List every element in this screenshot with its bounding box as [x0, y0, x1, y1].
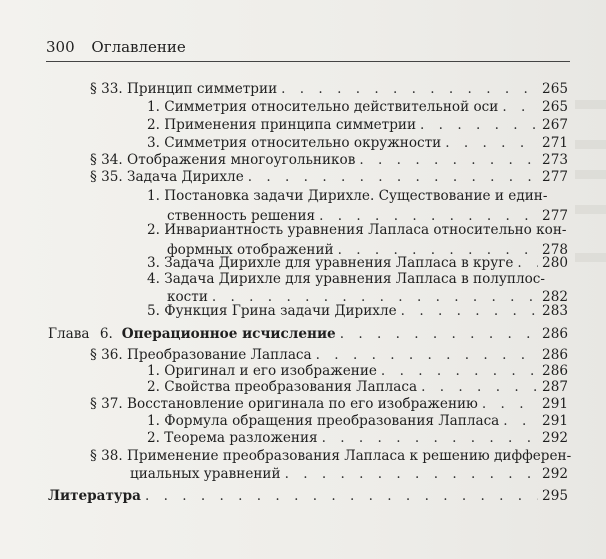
- toc-entry-page: 267: [542, 117, 568, 133]
- toc-entry-label: 1. Оригинал и его изображение: [147, 363, 377, 379]
- leader-dots: [482, 397, 538, 413]
- toc-entry-label: § 33. Принцип симметрии: [90, 81, 278, 97]
- toc-entry-section-34[interactable]: [90, 153, 568, 169]
- toc-entry-page: 286: [542, 347, 568, 363]
- toc-entry-label: § 35. Задача Дирихле: [90, 169, 244, 185]
- toc-entry-page: 277: [542, 169, 568, 185]
- toc-entry-35-4[interactable]: [147, 272, 568, 305]
- bleed-mark: [575, 140, 606, 149]
- toc-entry-page: 265: [542, 99, 568, 115]
- toc-entry-35-3[interactable]: [147, 256, 568, 272]
- toc-entry-37-1[interactable]: [147, 414, 568, 430]
- leader-dots: [381, 364, 538, 380]
- toc-entry-label: 5. Функция Грина задачи Дирихле: [147, 303, 397, 319]
- toc-entry-page: 271: [542, 135, 568, 151]
- toc-entry-label: 1. Симметрия относительно действительной оси: [147, 99, 499, 115]
- toc-entry-label: Литература: [48, 488, 141, 504]
- toc-entry-page: 292: [542, 430, 568, 446]
- toc-entry-35-5[interactable]: [147, 304, 568, 320]
- running-header: [46, 37, 566, 57]
- toc-entry-label: 3. Симметрия относительно окружности: [147, 135, 442, 151]
- toc-entry-page: 286: [542, 363, 568, 379]
- toc-entry-page: 277: [542, 207, 568, 224]
- leader-dots: [340, 327, 538, 343]
- toc-entry-35-1[interactable]: [147, 189, 568, 224]
- toc-entry-page: 286: [542, 326, 568, 342]
- leader-dots: [517, 256, 538, 272]
- toc-entry-section-36[interactable]: [90, 348, 568, 364]
- toc-entry-36-2[interactable]: [147, 380, 568, 396]
- toc-entry-label-line1: 4. Задача Дирихле для уравнения Лапласа в полуплос-: [147, 271, 546, 287]
- toc-entry-33-2[interactable]: [147, 118, 568, 134]
- leader-dots: [248, 170, 538, 186]
- toc-entry-label: 1. Формула обращения преобразования Лапласа: [147, 413, 500, 429]
- bleed-mark: [575, 253, 606, 262]
- toc-entry-33-3[interactable]: [147, 136, 568, 152]
- toc-entry-label-line2: ственность решения: [167, 207, 316, 224]
- toc-entry-label: 2. Теорема разложения: [147, 430, 318, 446]
- leader-dots: [420, 118, 538, 134]
- chapter-prefix: Глава 6.: [48, 326, 113, 342]
- toc-entry-page: 292: [542, 465, 568, 482]
- header-rule: [46, 61, 570, 62]
- toc-entry-label: 3. Задача Дирихле для уравнения Лапласа в круге: [147, 255, 514, 271]
- toc-entry-label-line2: формных отображений: [167, 241, 334, 258]
- toc-entry-33-1[interactable]: [147, 100, 568, 116]
- leader-dots: [445, 136, 538, 152]
- toc-entry-page: 265: [542, 81, 568, 97]
- toc-entry-page: 278: [542, 241, 568, 258]
- leader-dots: [281, 82, 538, 98]
- toc-entry-page: 295: [542, 488, 568, 504]
- toc-entry-page: 291: [542, 413, 568, 429]
- toc-entry-label: 2. Применения принципа симметрии: [147, 117, 417, 133]
- toc-entry-label-line2: циальных уравнений: [130, 465, 281, 482]
- toc-entry-label: § 34. Отображения многоугольников: [90, 152, 356, 168]
- toc-entry-section-38[interactable]: [90, 448, 572, 482]
- toc-entry-chapter-6[interactable]: [48, 327, 568, 343]
- toc-entry-35-2[interactable]: [147, 223, 568, 258]
- page-number: 300: [46, 38, 75, 56]
- toc-entry-bibliography[interactable]: [48, 489, 568, 505]
- toc-entry-label: 2. Свойства преобразования Лапласа: [147, 379, 418, 395]
- toc-entry-label-line2: кости: [167, 288, 208, 305]
- toc-entry-label-line1: 1. Постановка задачи Дирихле. Существование и един-: [147, 188, 548, 204]
- chapter-title: Операционное исчисление: [121, 326, 336, 342]
- toc-entry-page: 291: [542, 396, 568, 412]
- leader-dots: [421, 380, 538, 396]
- leader-dots: [285, 467, 538, 483]
- toc-entry-36-1[interactable]: [147, 364, 568, 380]
- toc-entry-label: § 36. Преобразование Лапласа: [90, 347, 312, 363]
- toc-entry-page: 282: [542, 288, 568, 305]
- toc-entry-label-line1: § 38. Применение преобразования Лапласа к решению дифферен-: [90, 448, 572, 464]
- leader-dots: [322, 431, 538, 447]
- toc-entry-label-line1: 2. Инвариантность уравнения Лапласа относительно кон-: [147, 222, 567, 238]
- bleed-mark: [575, 100, 606, 109]
- toc-entry-section-33[interactable]: [90, 82, 568, 98]
- leader-dots: [145, 489, 538, 505]
- toc-entry-section-37[interactable]: [90, 397, 568, 413]
- toc-entry-label: § 37. Восстановление оригинала по его изображению: [90, 396, 478, 412]
- leader-dots: [502, 100, 538, 116]
- toc-entry-page: 273: [542, 152, 568, 168]
- toc-entry-37-2[interactable]: [147, 431, 568, 447]
- leader-dots: [359, 153, 538, 169]
- toc-entry-page: 280: [542, 255, 568, 271]
- bleed-mark: [575, 170, 606, 179]
- toc-entry-page: 287: [542, 379, 568, 395]
- leader-dots: [401, 304, 538, 320]
- toc-entry-page: 283: [542, 303, 568, 319]
- toc-entry-section-35[interactable]: [90, 170, 568, 186]
- bleed-mark: [575, 205, 606, 214]
- running-title: Оглавление: [91, 38, 186, 56]
- leader-dots: [316, 348, 538, 364]
- leader-dots: [503, 414, 538, 430]
